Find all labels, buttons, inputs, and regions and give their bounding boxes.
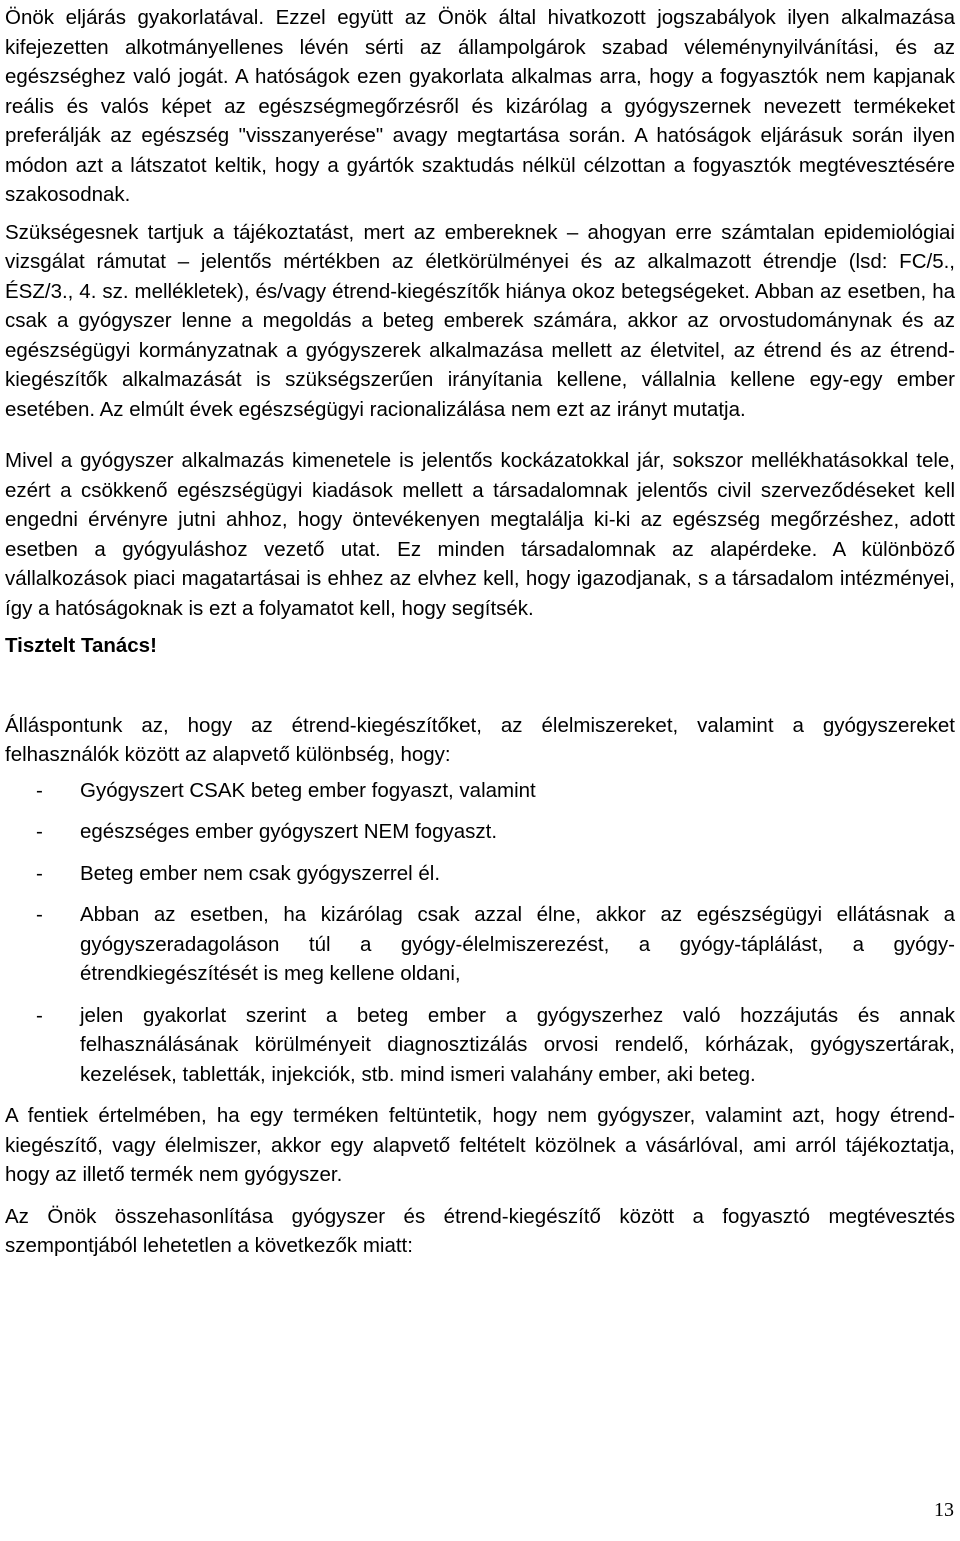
salutation-heading: Tisztelt Tanács! — [5, 634, 157, 657]
list-item-text: Abban az esetben, ha kizárólag csak azzal élne, akkor az egészségügyi ellátásnak a gyógyszeradagoláson túl a gyógy-élelmiszerezést, a gyógy-táplálást, a gyógy-étrendkiegészítését is meg kellene oldani, — [80, 903, 955, 985]
list-item — [5, 1001, 955, 1090]
dash-list — [5, 776, 955, 1090]
list-item — [5, 817, 955, 847]
paragraph-1: Önök eljárás gyakorlatával. Ezzel együtt az Önök által hivatkozott jogszabályok ilyen alkalmazása kifejezetten alkotmányellenes lévén sérti az állampolgárok szabad véleménynyilvánítási, és az egészséghez való jogát. A hatóságok ezen gyakorlata alkalmas arra, hogy a fogyasztók nem kapjanak reális és valós képet az egészségmegőrzésről és kizárólag a gyógyszernek nevezett termékeket preferálják az egészség "visszanyerése" avagy megtartása során. A hatóságok eljárásuk során ilyen módon azt a látszatot keltik, hogy a gyártók szaktudás nélkül célzottan a fogyasztók megtévesztésére szakosodnak. — [5, 6, 955, 206]
paragraph-3: Mivel a gyógyszer alkalmazás kimenetele is jelentős kockázatokkal jár, sokszor mellékhatásokkal tele, ezért a csökkenő egészségügyi kiadások mellett a társadalomnak jelentős civil szerveződéseket kell engedni érvényre jutni ahhoz, hogy öntevékenyen megtalálja ki-ki az egészség megőrzéshez, adott esetben a gyógyuláshoz vezető utat. Ez minden társadalomnak az alapérdeke. A különböző vállalkozások piaci magatartásai is ehhez az elvhez kell, hogy igazodjanak, s a társadalom intézményei, így a hatóságoknak is ezt a folyamatot kell, hogy segítsék. — [5, 449, 955, 620]
list-item-text: jelen gyakorlat szerint a beteg ember a gyógyszerhez való hozzájutás és annak felhasználásának körülményeit diagnosztizálás orvosi rendelő, kórházak, gyógyszertárak, kezelések, tabletták, injekciók, stb. mind ismeri valahány ember, aki beteg. — [80, 1003, 955, 1086]
document-page — [5, 3, 955, 1261]
list-item — [5, 859, 955, 889]
paragraph-5: A fentiek értelmében, ha egy terméken feltüntetik, hogy nem gyógyszer, valamint azt, hogy étrend-kiegészítő, vagy élelmiszer, akkor egy alapvető feltételt közölnek a vásárlóval, ami arról tájékoztatja, hogy az illető termék nem gyógyszer. — [5, 1104, 955, 1186]
paragraph-6: Az Önök összehasonlítása gyógyszer és étrend-kiegészítő között a fogyasztó megtévesztés szempontjából lehetetlen a következők miatt: — [5, 1204, 955, 1257]
list-item — [5, 900, 955, 989]
list-dash: - — [36, 861, 43, 885]
list-item — [5, 776, 955, 806]
list-item-text: Beteg ember nem csak gyógyszerrel él. — [80, 861, 441, 885]
paragraph-2: Szükségesnek tartjuk a tájékoztatást, mert az embereknek – ahogyan erre számtalan epidemiológiai vizsgálat rámutat – jelentős mértékben az életkörülményei és az alkalmazott étrendje (lsd: FC/5., ÉSZ/3., 4. sz. mellékletek), és/vagy étrend-kiegészítők hiánya okoz betegségeket. Abban az esetben, ha csak a gyógyszer lenne a megoldás a beteg emberek számára, akkor az orvostudománynak és az egészségügyi kormányzatnak a gyógyszerek alkalmazása mellett az életvitel, az étrend és az étrend-kiegészítők alkalmazását is szükségszerűen irányítania kellene, vállalnia kellene egy-egy ember esetében. Az elmúlt évek egészségügyi racionalizálása nem ezt az irányt mutatja. — [5, 220, 955, 421]
list-item-text: egészséges ember gyógyszert NEM fogyaszt. — [80, 820, 498, 843]
page-number: 13 — [934, 1499, 954, 1521]
list-dash: - — [36, 903, 43, 926]
list-dash: - — [36, 778, 43, 802]
paragraph-4: Álláspontunk az, hogy az étrend-kiegészítőket, az élelmiszereket, valamint a gyógyszereket felhasználók között az alapvető különbség, hogy: — [5, 713, 955, 766]
list-item-text: Gyógyszert CSAK beteg ember fogyaszt, valamint — [80, 778, 536, 802]
list-dash: - — [36, 1003, 43, 1027]
list-dash: - — [36, 820, 43, 843]
